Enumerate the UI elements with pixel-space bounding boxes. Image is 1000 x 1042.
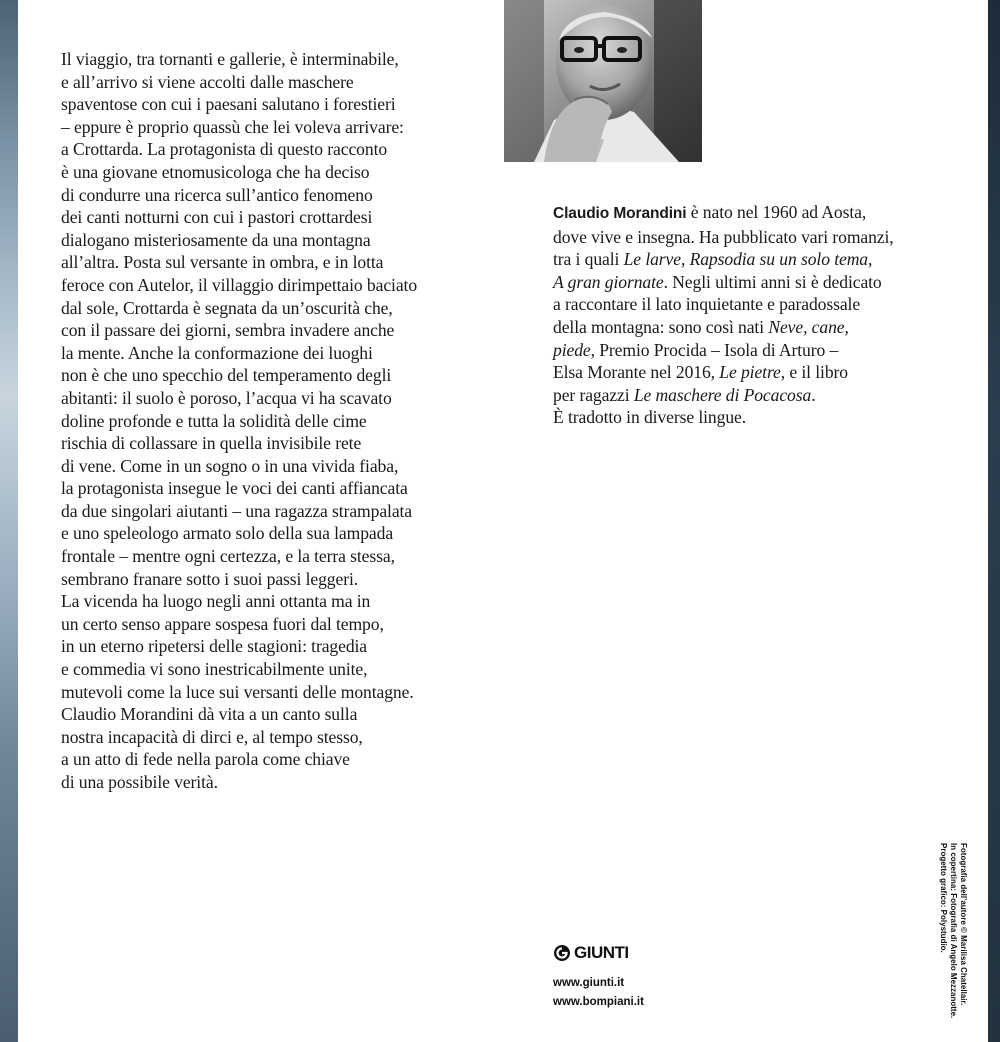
blurb-line: la protagonista insegue le voci dei canti affiancata — [61, 478, 408, 499]
blurb-line: in un eterno ripetersi delle stagioni: tragedia — [61, 636, 368, 657]
book-title: Le pietre — [719, 362, 781, 383]
blurb-line: la mente. Anche la conformazione dei luoghi — [61, 342, 373, 363]
blurb-line: e uno speleologo armato solo della sua lampada — [61, 523, 394, 544]
blurb-line: dei canti notturni con cui i pastori crottardesi — [61, 207, 373, 228]
author-bio — [553, 201, 943, 429]
bio-line: tra i quali Le larve, Rapsodia su un solo tema, — [553, 249, 873, 270]
bio-line: dove vive e insegna. Ha pubblicato vari romanzi, — [553, 226, 894, 247]
blurb-line: di una possibile verità. — [61, 772, 218, 792]
cover-image-right-edge — [988, 0, 1000, 1042]
bio-line: Claudio Morandini è nato nel 1960 ad Aosta, — [553, 202, 867, 222]
blurb-line: rischia di collassare in quella invisibile rete — [61, 433, 362, 454]
book-title: Neve, cane, — [768, 316, 849, 337]
credits-vertical — [938, 843, 968, 1018]
credit-line: Progetto grafico: Polystudio. — [939, 843, 948, 953]
bio-line: della montagna: sono così nati Neve, cane, — [553, 316, 849, 337]
blurb-line: feroce con Autelor, il villaggio dirimpettaio baciato — [61, 274, 418, 295]
author-portrait-illustration — [504, 0, 702, 162]
blurb-line: Claudio Morandini dà vita a un canto sulla — [61, 704, 358, 725]
blurb-line: spaventose con cui i paesani salutano i forestieri — [61, 94, 396, 115]
blurb-line: nostra incapacità di dirci e, al tempo stesso, — [61, 726, 363, 747]
blurb-line: La vicenda ha luogo negli anni ottanta ma in — [61, 591, 371, 612]
blurb-line: frontale – mentre ogni certezza, e la terra stessa, — [61, 546, 395, 567]
blurb-line: e commedia vi sono inestricabilmente unite, — [61, 659, 368, 680]
blurb-line: di condurre una ricerca sull’antico fenomeno — [61, 184, 373, 205]
giunti-g-icon — [553, 944, 571, 962]
bio-line: A gran giornate. Negli ultimi anni si è dedicato — [553, 271, 882, 292]
blurb-line: dialogano misteriosamente da una montagna — [61, 229, 371, 250]
publisher-logo — [553, 942, 629, 964]
credit-line: Fotografia dell’autore © Marilisa Chatellair. — [959, 843, 968, 1006]
blurb-line: Il viaggio, tra tornanti e gallerie, è interminabile, — [61, 49, 399, 69]
author-photo — [504, 0, 702, 162]
book-title: Le larve — [623, 249, 681, 270]
blurb-line: – eppure è proprio quassù che lei voleva arrivare: — [61, 116, 404, 137]
blurb-line: a Crottarda. La protagonista di questo racconto — [61, 139, 388, 160]
blurb-line: e all’arrivo si viene accolti dalle maschere — [61, 71, 354, 92]
publisher-url-giunti[interactable]: www.giunti.it — [553, 977, 625, 989]
bio-line: È tradotto in diverse lingue. — [553, 407, 747, 428]
blurb-line: un certo senso appare sospesa fuori dal tempo, — [61, 613, 384, 634]
book-title: piede — [553, 339, 591, 360]
bio-line: per ragazzi Le maschere di Pocacosa. — [553, 384, 816, 405]
bio-line: Elsa Morante nel 2016, Le pietre, e il libro — [553, 362, 848, 383]
book-blurb — [61, 48, 481, 794]
blurb-line: di vene. Come in un sogno o in una vivida fiaba, — [61, 455, 399, 476]
blurb-line: da due singolari aiutanti – una ragazza strampalata — [61, 500, 413, 521]
blurb-line: mutevoli come la luce sui versanti delle montagne. — [61, 681, 414, 702]
credit-line: In copertina: Fotografia di Angelo Mezzanotte. — [949, 843, 958, 1019]
book-title: A gran giornate — [553, 271, 664, 292]
blurb-line: sembrano franare sotto i suoi passi leggeri. — [61, 568, 359, 589]
blurb-line: a un atto di fede nella parola come chiave — [61, 749, 350, 770]
blurb-line: abitanti: il suolo è poroso, l’acqua vi ha scavato — [61, 387, 392, 408]
blurb-line: doline profonde e tutta la solidità delle cime — [61, 410, 367, 431]
book-title: Rapsodia su un solo tema — [689, 249, 869, 270]
bio-line: a raccontare il lato inquietante e paradossale — [553, 294, 861, 315]
bio-line: piede, Premio Procida – Isola di Arturo – — [553, 339, 839, 360]
blurb-line: è una giovane etnomusicologa che ha deciso — [61, 161, 370, 182]
blurb-line: con il passare dei giorni, sembra invadere anche — [61, 320, 395, 341]
blurb-line: non è che uno specchio del temperamento degli — [61, 365, 392, 386]
publisher-logo-text: GIUNTI — [574, 943, 629, 962]
book-title: Le maschere di Pocacosa — [633, 384, 812, 405]
blurb-line: all’altra. Posta sul versante in ombra, e in lotta — [61, 252, 384, 273]
author-name: Claudio Morandini — [553, 205, 687, 222]
blurb-line: dal sole, Crottarda è segnata da un’oscurità che, — [61, 297, 393, 318]
publisher-url-bompiani[interactable]: www.bompiani.it — [553, 996, 644, 1008]
cover-image-left-edge — [0, 0, 18, 1042]
